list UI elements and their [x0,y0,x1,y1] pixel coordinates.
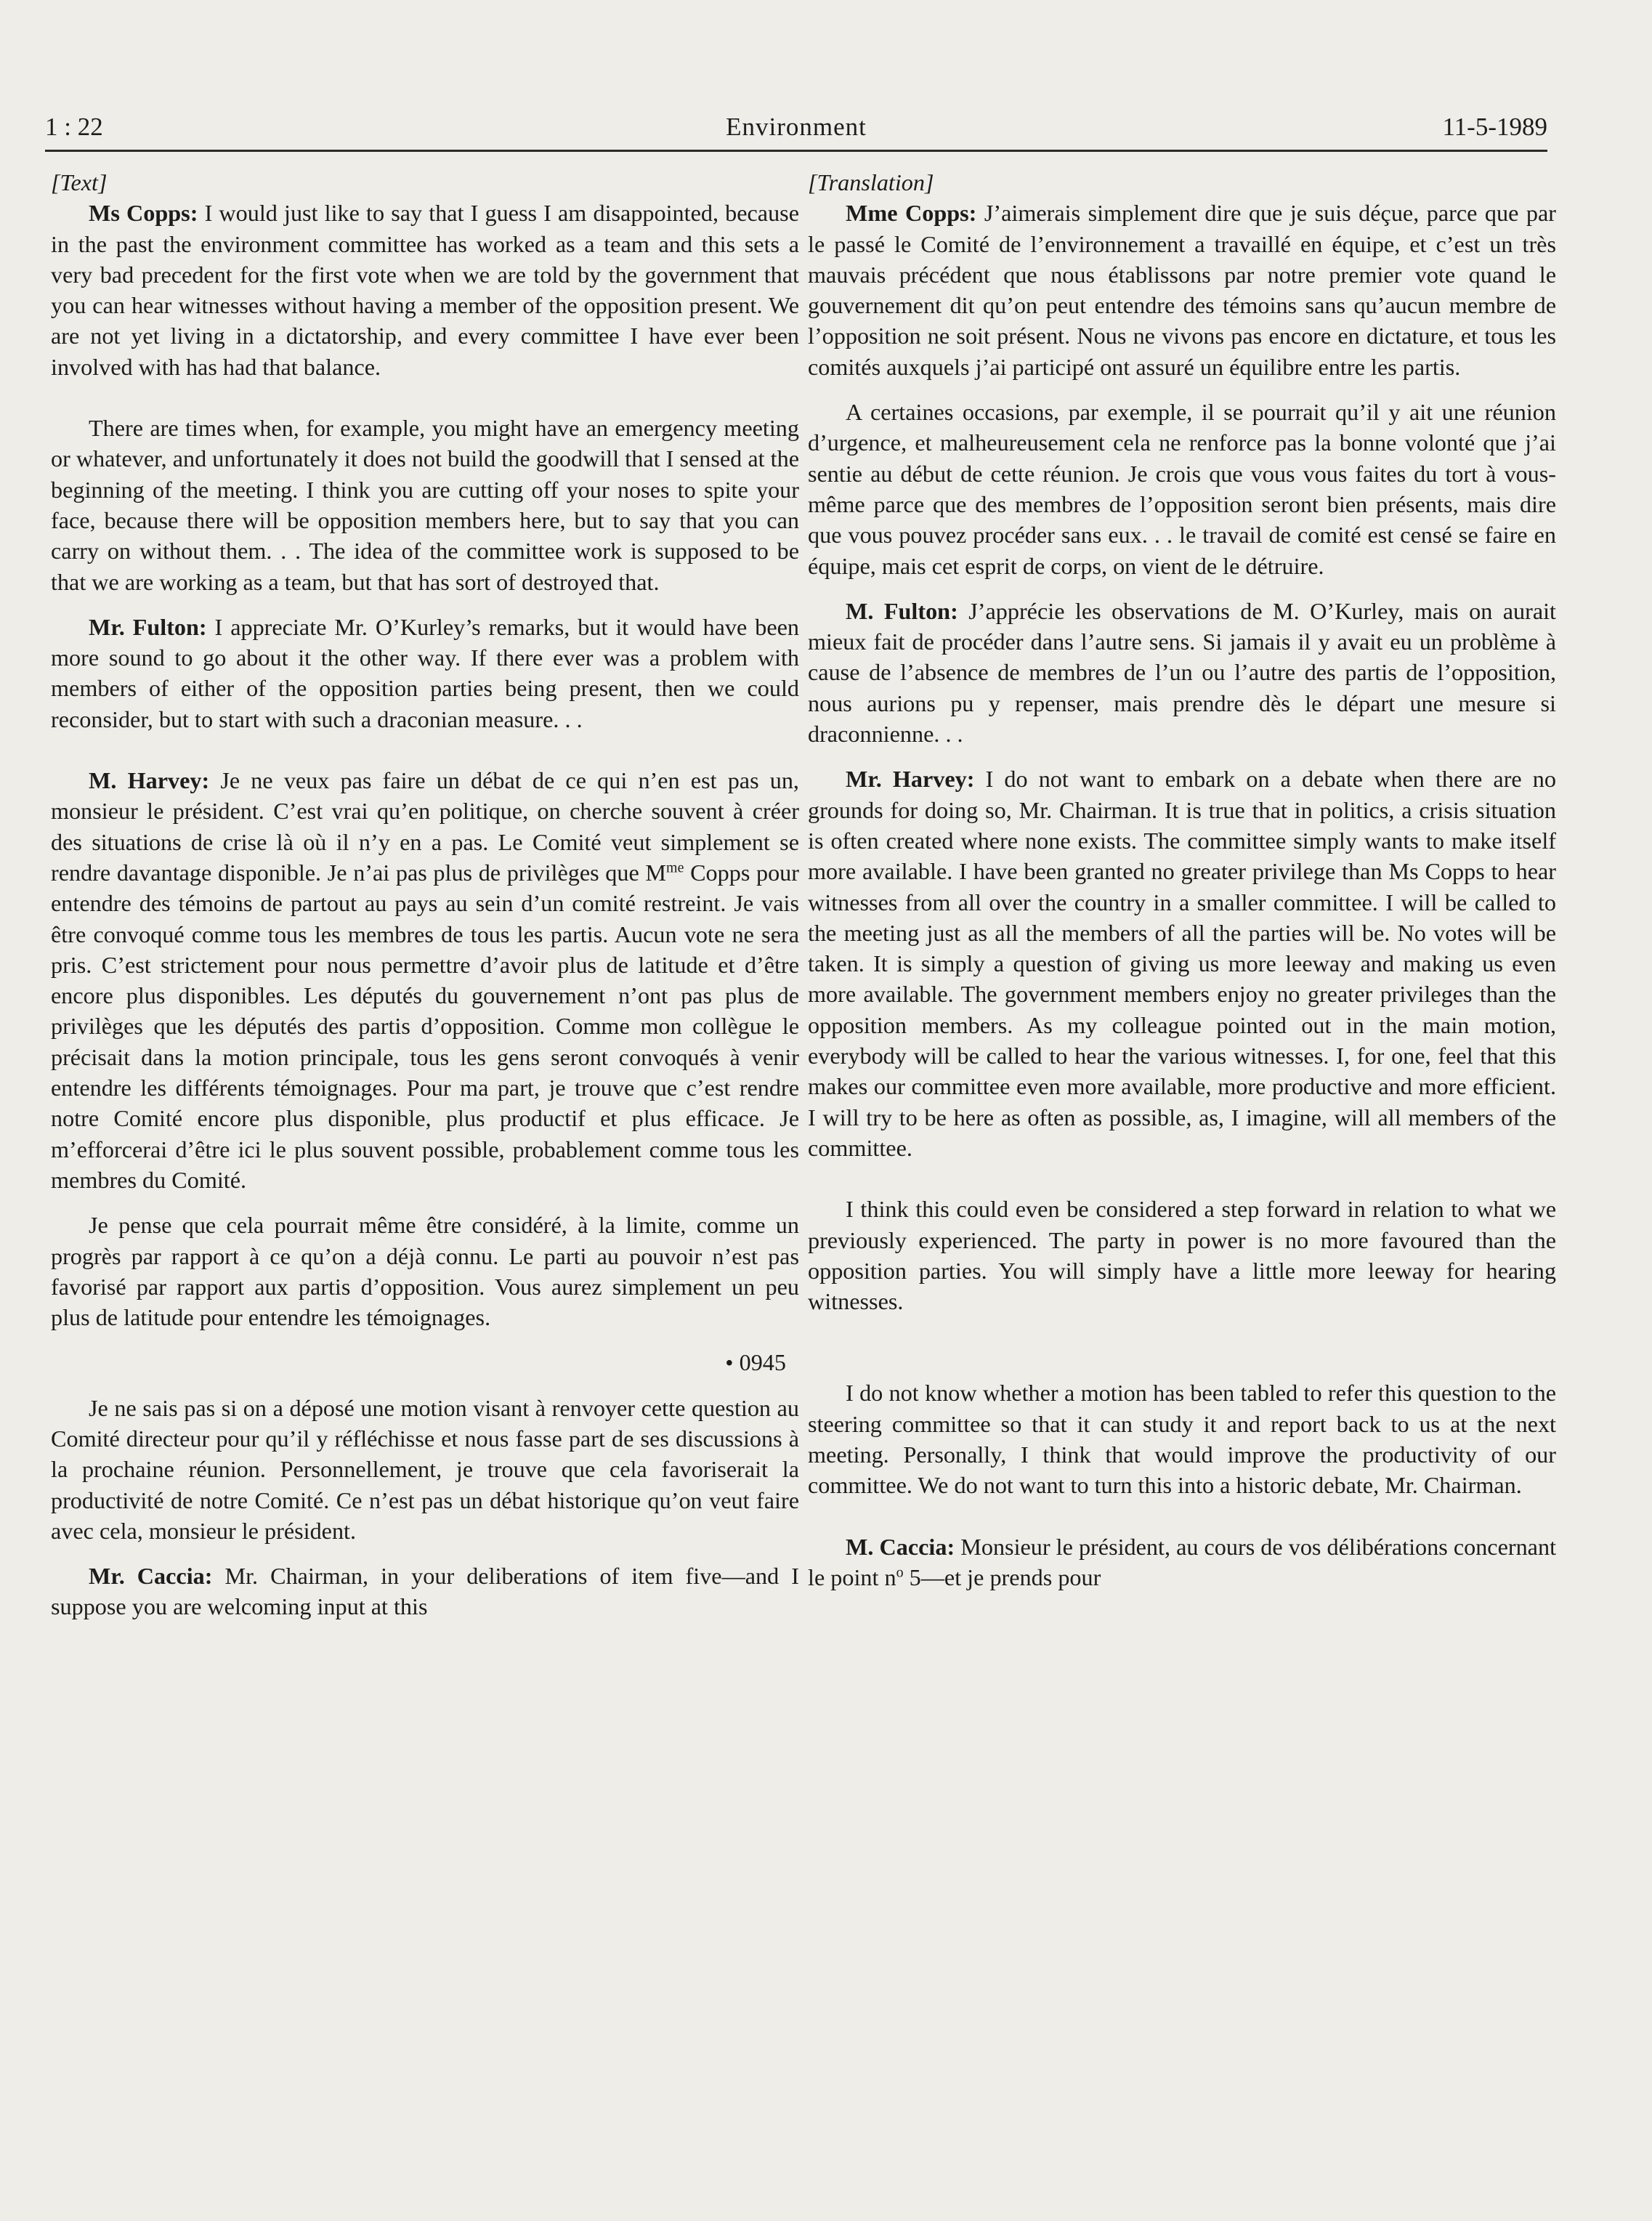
paragraph-harvey-continued: I think this could even be considered a step forward in relation to what we previously experienced. The party in power is no more favoured than the opposition parties. You will simply have a little more leeway for hearing witnesses. [808,1196,1556,1315]
paragraph-fulton [808,596,1556,749]
page-number: 1 : 22 [45,113,103,141]
superscript: me [666,859,684,876]
paragraph-text: J’aimerais simplement dire que je suis déçue, parce que par le passé le Comité de l’environnement a travaillé en équipe, et c’est un très mauvais précédent que nous établissons par notre premier vote quand le gouvernement dit qu’on peut entendre des témoins sans qu’aucun membre de l’opposition ne soit présent. Nous ne vivons pas encore en dictature, et tous les comités auxquels j’ai participé ont assuré un équilibre entre les partis. [808,200,1556,380]
paragraph-harvey [808,764,1556,1163]
paragraph-copps [51,198,799,382]
page-header [45,109,1547,152]
paragraph-text: 5—et je prends pour [903,1563,1101,1590]
paragraph-harvey-motion: I do not know whether a motion has been tabled to refer this question to the steering committee so that it can study it and report back to us at the next meeting. Personally, I think that would improve the productivity of our committee. We do not want to turn this into a historic debate, Mr. Chairman. [808,1380,1556,1499]
paragraph-text: Mr. Chairman, in your deliberations of item five—and I suppose you are welcoming input at this [51,1563,799,1620]
paragraph-harvey [51,765,799,1195]
superscript: o [896,1564,904,1581]
speaker-name: Mr. Harvey: [846,766,975,793]
paragraph-caccia [808,1532,1556,1593]
speaker-name: Mme Copps: [846,200,977,227]
text-marker: [Text] [51,169,108,195]
paragraph-copps-continued: There are times when, for example, you might have an emergency meeting or whatever, and unfortunately it does not build the goodwill that I sensed at the beginning of the meeting. I think you are cutting off your noses to spite your face, because there will be opposition members here, but to say that you can carry on without them. . . The idea of the committee work is supposed to be that we are working as a team, but that has sort of destroyed that. [51,415,799,595]
translation-column [808,167,1556,1593]
paragraph-text: J’apprécie les observations de M. O’Kurley, mais on aurait mieux fait de procéder dans l’autre sens. Si jamais il y avait eu un problème à cause de l’absence de membres de l’un ou l’autre des partis de l’opposition, nous aurions pu y repenser, mais prendre dès le départ une mesure si draconnienne. . . [808,597,1556,748]
paragraph-text: Copps pour entendre des témoins de partout au pays au sein d’un comité restreint. Je vais être convoqué comme tous les membres de tous les partis. Aucun vote ne sera pris. C’est strictement pour nous permettre d’avoir plus de latitude et d’être encore plus disponibles. Les députés du gouvernement n’ont pas plus de privilèges que les députés des partis d’opposition. Comme mon collègue le précisait dans la motion principale, tous les gens seront convoqués à venir entendre les différents témoignages. Pour ma part, je trouve que c’est rendre notre Comité encore plus disponible, plus productif et plus efficace. Je m’efforcerai d’être ici le plus souvent possible, probablement comme tous les membres du Comité. [51,859,799,1193]
speaker-name: Ms Copps: [89,200,198,227]
speaker-name: M. Harvey: [89,767,210,794]
speaker-name: M. Fulton: [846,597,958,624]
speaker-name: M. Caccia: [846,1533,955,1560]
paragraph-harvey-motion: Je ne sais pas si on a déposé une motion visant à renvoyer cette question au Comité directeur pour qu’il y réfléchisse et nous fasse part de ses discussions à la prochaine réunion. Personnellement, je trouve que cela favoriserait la productivité de notre Comité. Ce n’est pas un débat historique qu’on veut faire avec cela, monsieur le président. [51,1394,799,1544]
english-column [51,167,799,1622]
page-title: Environment [726,113,867,141]
translation-marker: [Translation] [808,169,934,195]
speaker-name: Mr. Fulton: [89,613,207,640]
paragraph-text: I do not want to embark on a debate when there are no grounds for doing so, Mr. Chairman. It is true that in politics, a crisis situation is often created where none exists. The committee simply wants to make itself more available. I have been granted no greater privilege than Ms Copps to hear witnesses from all over the country in a smaller committee. I will be called to the meeting just as all the members of all the parties will be. No votes will be taken. It is simply a question of giving us more leeway and making us even more available. The government members enjoy no greater privileges than the opposition members. As my colleague pointed out in the main motion, everybody will be called to hear the various witnesses. I, for one, feel that this makes our committee even more available, more productive and more efficient. I will try to be here as often as possible, as, I imagine, will all members of the committee. [808,766,1556,1161]
paragraph-text: Monsieur le président, au cours de vos délibérations concernant le point n [808,1533,1557,1590]
paragraph-caccia [51,1561,799,1622]
paragraph-text: Je ne veux pas faire un débat de ce qui n’en est pas un, monsieur le président. C’est vrai qu’en politique, on cherche souvent à créer des situations de crise là où il n’y en a pas. Le Comité veut simplement se rendre davantage disponible. Je n’ai pas plus de privilèges que M [51,767,799,886]
paragraph-text: I would just like to say that I guess I am disappointed, because in the past the environment committee has worked as a team and this sets a very bad precedent for the first vote when we are told by the government that you can hear witnesses without having a member of the opposition present. We are not yet living in a dictatorship, and every committee I have ever been involved with has had that balance. [51,200,799,380]
paragraph-copps-continued: A certaines occasions, par exemple, il se pourrait qu’il y ait une réunion d’urgence, et malheureusement cela ne renforce pas la bonne volonté que j’ai sentie au début de cette réunion. Je crois que vous vous faites du tort à vous-même parce que des membres de l’opposition seront bien présents, mais dire que vous pouvez procéder sans eux. . . le travail de comité est censé se faire en équipe, mais cet esprit de corps, on vient de le détruire. [808,399,1556,579]
paragraph-text: I appreciate Mr. O’Kurley’s remarks, but it would have been more sound to go about it the other way. If there ever was a problem with members of either of the opposition parties being present, then we could reconsider, but to start with such a draconian measure. . . [51,613,799,732]
page-date: 11-5-1989 [1442,113,1547,141]
paragraph-copps [808,198,1556,382]
paragraph-harvey-continued: Je pense que cela pourrait même être considéré, à la limite, comme un progrès par rapport à ce qu’on a déjà connu. Le parti au pouvoir n’est pas favorisé par rapport aux partis d’opposition. Vous aurez simplement un peu plus de latitude pour entendre les témoignages. [51,1212,799,1331]
speaker-name: Mr. Caccia: [89,1563,213,1590]
paragraph-fulton [51,612,799,735]
time-marker: • 0945 [725,1349,786,1376]
